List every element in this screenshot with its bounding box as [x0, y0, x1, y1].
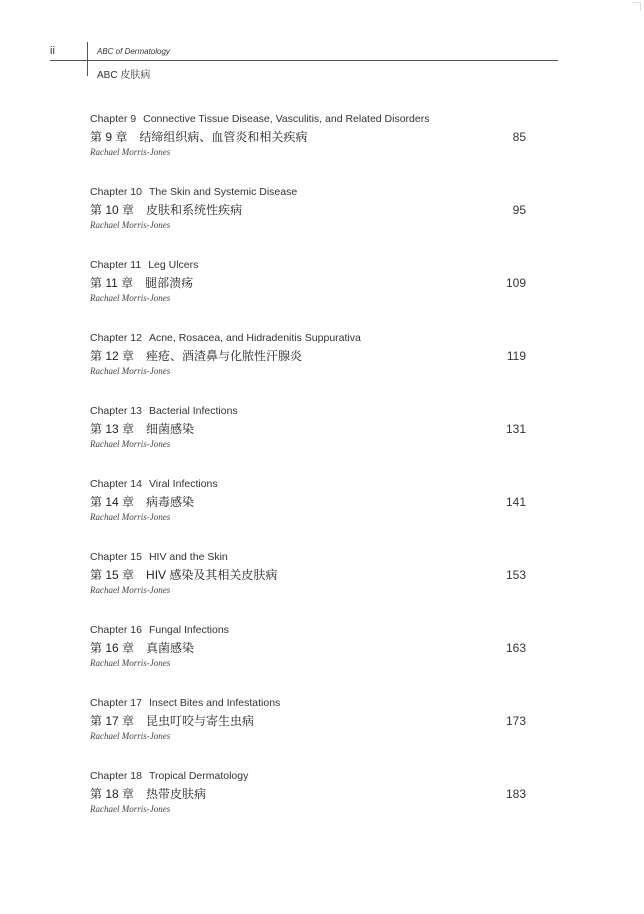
chapter-number-cn: 第 14 章: [90, 495, 135, 509]
table-of-contents: [90, 112, 526, 842]
chapter-title-cn: [90, 640, 526, 656]
chapter-page-number: 109: [505, 276, 526, 290]
chapter-title-cn: [90, 494, 526, 510]
chapter-title-en: [90, 550, 526, 564]
chapter-name-cn: 昆虫叮咬与寄生虫病: [146, 714, 255, 728]
chapter-number-cn: 第 15 章: [90, 568, 135, 582]
toc-entry[interactable]: [90, 623, 526, 696]
chapter-number-en: Chapter 14: [90, 478, 142, 490]
page-number: ii: [50, 45, 55, 57]
chapter-author: Rachael Morris-Jones: [90, 731, 171, 741]
book-title-cn: ABC 皮肤病: [97, 70, 151, 81]
header-vertical-rule: [87, 42, 88, 76]
chapter-number-en: Chapter 10: [90, 186, 142, 198]
page-corner-mark: [632, 2, 641, 11]
chapter-number-cn: 第 12 章: [90, 349, 135, 363]
chapter-title-cn: [90, 421, 526, 437]
chapter-page-number: 131: [505, 422, 526, 436]
chapter-name-en: Tropical Dermatology: [148, 770, 249, 782]
toc-entry[interactable]: [90, 477, 526, 550]
chapter-page-number: 153: [505, 568, 526, 582]
chapter-title-en: [90, 477, 526, 491]
chapter-page-number: 141: [505, 495, 526, 509]
chapter-page-number: 183: [505, 787, 526, 801]
toc-entry[interactable]: [90, 404, 526, 477]
chapter-name-en: Connective Tissue Disease, Vasculitis, and Related Disorders: [143, 113, 430, 125]
chapter-page-number: 173: [505, 714, 526, 728]
chapter-number-cn: 第 11 章: [90, 276, 134, 290]
chapter-author: Rachael Morris-Jones: [90, 658, 171, 668]
chapter-title-cn: [90, 567, 526, 583]
chapter-title-cn: [90, 348, 526, 364]
chapter-author: Rachael Morris-Jones: [90, 293, 171, 303]
chapter-name-cn: 痤疮、酒渣鼻与化脓性汗腺炎: [146, 349, 303, 363]
chapter-author: Rachael Morris-Jones: [90, 366, 171, 376]
chapter-page-number: 95: [512, 203, 526, 217]
chapter-name-cn: 真菌感染: [146, 641, 195, 655]
chapter-number-cn: 第 10 章: [90, 203, 135, 217]
chapter-title-cn: [90, 786, 526, 802]
chapter-author: Rachael Morris-Jones: [90, 804, 171, 814]
chapter-title-cn: [90, 713, 526, 729]
chapter-title-en: [90, 331, 526, 345]
toc-entry[interactable]: [90, 696, 526, 769]
chapter-name-en: Bacterial Infections: [148, 405, 238, 417]
book-title: ABC of Dermatology: [97, 47, 170, 56]
chapter-title-en: [90, 258, 526, 272]
chapter-number-en: Chapter 11: [90, 259, 142, 271]
chapter-title-en: [90, 696, 526, 710]
chapter-number-en: Chapter 18: [90, 770, 142, 782]
chapter-page-number: 119: [506, 349, 526, 363]
chapter-number-cn: 第 9 章: [90, 130, 128, 144]
chapter-name-en: Fungal Infections: [148, 624, 229, 636]
chapter-author: Rachael Morris-Jones: [90, 585, 171, 595]
chapter-title-en: [90, 112, 526, 126]
chapter-number-cn: 第 16 章: [90, 641, 135, 655]
chapter-name-en: HIV and the Skin: [148, 551, 228, 563]
toc-entry[interactable]: [90, 331, 526, 404]
chapter-name-cn: 腿部溃疡: [145, 276, 194, 290]
chapter-name-en: Acne, Rosacea, and Hidradenitis Suppurativa: [148, 332, 361, 344]
chapter-number-en: Chapter 12: [90, 332, 142, 344]
chapter-title-en: [90, 623, 526, 637]
chapter-author: Rachael Morris-Jones: [90, 147, 171, 157]
chapter-author: Rachael Morris-Jones: [90, 220, 171, 230]
chapter-name-en: Leg Ulcers: [148, 259, 199, 271]
toc-entry[interactable]: [90, 258, 526, 331]
chapter-title-cn: [90, 129, 526, 145]
chapter-title-cn: [90, 202, 526, 218]
chapter-name-en: Viral Infections: [148, 478, 218, 490]
toc-entry[interactable]: [90, 185, 526, 258]
chapter-name-cn: 结缔组织病、血管炎和相关疾病: [139, 130, 308, 144]
chapter-title-en: [90, 769, 526, 783]
chapter-title-cn: [90, 275, 526, 291]
chapter-number-en: Chapter 17: [90, 697, 142, 709]
chapter-name-en: The Skin and Systemic Disease: [148, 186, 298, 198]
toc-entry[interactable]: [90, 550, 526, 623]
chapter-number-en: Chapter 16: [90, 624, 142, 636]
toc-entry[interactable]: [90, 112, 526, 185]
chapter-name-cn: 病毒感染: [146, 495, 195, 509]
chapter-author: Rachael Morris-Jones: [90, 439, 171, 449]
chapter-number-en: Chapter 13: [90, 405, 142, 417]
running-header: [0, 0, 644, 90]
chapter-name-cn: HIV 感染及其相关皮肤病: [146, 568, 278, 582]
chapter-number-cn: 第 13 章: [90, 422, 135, 436]
header-horizontal-rule: [50, 60, 558, 61]
chapter-name-cn: 皮肤和系统性疾病: [146, 203, 243, 217]
chapter-number-en: Chapter 9: [90, 113, 137, 125]
chapter-number-en: Chapter 15: [90, 551, 142, 563]
chapter-page-number: 85: [512, 130, 526, 144]
chapter-name-cn: 热带皮肤病: [146, 787, 207, 801]
chapter-title-en: [90, 185, 526, 199]
chapter-name-en: Insect Bites and Infestations: [148, 697, 281, 709]
chapter-name-cn: 细菌感染: [146, 422, 195, 436]
chapter-title-en: [90, 404, 526, 418]
chapter-page-number: 163: [505, 641, 526, 655]
chapter-author: Rachael Morris-Jones: [90, 512, 171, 522]
toc-entry[interactable]: [90, 769, 526, 842]
chapter-number-cn: 第 17 章: [90, 714, 135, 728]
chapter-number-cn: 第 18 章: [90, 787, 135, 801]
